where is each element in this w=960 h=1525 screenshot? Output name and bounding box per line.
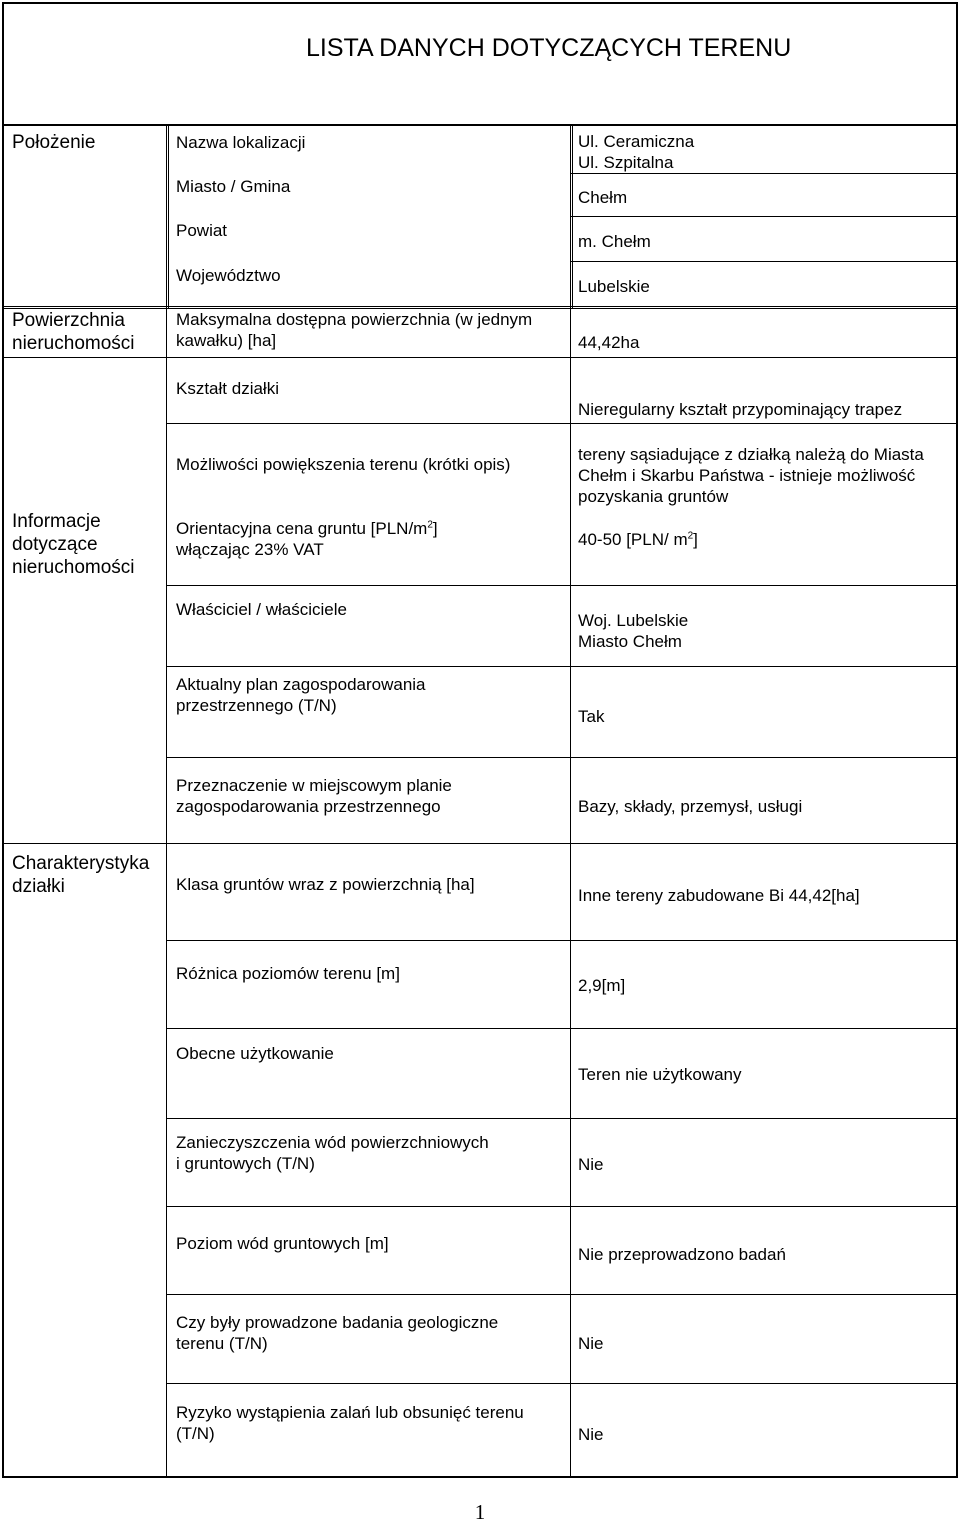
label-ksztalt: Kształt działki	[176, 379, 279, 398]
label-ryzyko-line2: (T/N)	[176, 1424, 215, 1443]
col-divider-left-top	[166, 125, 167, 308]
label-cena-line2: włączając 23% VAT	[176, 540, 324, 559]
superscript: 2	[687, 530, 694, 542]
label-roznica: Różnica poziomów terenu [m]	[176, 964, 400, 983]
row-line	[167, 585, 956, 586]
label-badania	[176, 1312, 566, 1354]
col-divider-left-area	[166, 308, 167, 356]
row-line	[167, 1118, 956, 1119]
label-plan-line2: przestrzennego (T/N)	[176, 696, 337, 715]
label-zanieczyszczenia-line2: i gruntowych (T/N)	[176, 1154, 315, 1173]
row-line	[571, 261, 956, 262]
label-przeznaczenie-line1: Przeznaczenie w miejscowym planie	[176, 776, 452, 795]
value-miasto-gmina: Chełm	[578, 188, 628, 207]
row-line	[167, 1206, 956, 1207]
section-powierzchnia-line1: Powierzchnia	[12, 310, 125, 331]
value-ryzyko: Nie	[578, 1425, 604, 1444]
row-line	[4, 843, 956, 844]
label-wlasciciel: Właściciel / właściciele	[176, 600, 347, 619]
label-cena-line1: Orientacyjna cena gruntu $[PLN/m^2]$	[176, 519, 438, 538]
section-informacje	[12, 510, 162, 579]
label-zanieczyszczenia-line1: Zanieczyszczenia wód powierzchniowych	[176, 1133, 489, 1152]
value-cena: 40-50 [PLN/ $m^2$]	[578, 530, 698, 549]
value-uzytkowanie: Teren nie użytkowany	[578, 1065, 742, 1084]
label-powiat: Powiat	[176, 221, 228, 240]
label-badania-line1: Czy były prowadzone badania geologiczne	[176, 1313, 499, 1332]
section-charakterystyka	[12, 852, 162, 898]
label-ryzyko-line1: Ryzyko wystąpienia zalań lub obsunięć terenu	[176, 1403, 524, 1422]
label-wojewodztwo: Województwo	[176, 266, 281, 285]
value-wlasciciel-line2: Miasto Chełm	[578, 632, 682, 651]
label-miasto-gmina: Miasto / Gmina	[176, 177, 291, 196]
label-max-powierzchnia-line2: kawałku) [ha]	[176, 331, 277, 350]
label-max-powierzchnia-line1: Maksymalna dostępna powierzchnia (w jednym	[176, 310, 533, 329]
value-mozliwosci-line3: pozyskania gruntów	[578, 487, 729, 506]
row-line	[571, 216, 956, 217]
row-line	[167, 666, 956, 667]
value-ksztalt: Nieregularny kształt przypominający trapez	[578, 400, 903, 419]
row-line	[167, 423, 956, 424]
row-line	[167, 1028, 956, 1029]
label-max-powierzchnia	[176, 309, 566, 351]
label-cena	[176, 518, 566, 560]
row-line	[571, 173, 956, 174]
value-wlasciciel	[578, 610, 954, 652]
label-przeznaczenie-line2: zagospodarowania przestrzennego	[176, 797, 441, 816]
value-nazwa-lokalizacji-line1: Ul. Ceramiczna	[578, 132, 695, 151]
label-plan-line1: Aktualny plan zagospodarowania	[176, 675, 426, 694]
section-powierzchnia-line2: nieruchomości	[12, 333, 135, 354]
section-charakterystyka-line2: działki	[12, 876, 65, 897]
value-przeznaczenie: Bazy, składy, przemysł, usługi	[578, 797, 803, 816]
col-divider-left	[166, 356, 167, 1476]
label-badania-line2: terenu (T/N)	[176, 1334, 268, 1353]
row-line	[167, 940, 956, 941]
row-line	[167, 1294, 956, 1295]
title-row	[4, 4, 956, 126]
col-divider-left-top-double	[168, 125, 169, 308]
section-informacje-line3: nieruchomości	[12, 557, 135, 578]
page-title: LISTA DANYCH DOTYCZĄCYCH TERENU	[306, 34, 792, 62]
value-powiat: m. Chełm	[578, 232, 651, 251]
section-powierzchnia	[12, 309, 162, 355]
value-plan: Tak	[578, 707, 605, 726]
label-nazwa-lokalizacji: Nazwa lokalizacji	[176, 133, 306, 152]
value-badania: Nie	[578, 1334, 604, 1353]
value-roznica: 2,9[m]	[578, 976, 626, 995]
value-max-powierzchnia: 44,42ha	[578, 333, 640, 352]
section-informacje-line1: Informacje	[12, 511, 101, 532]
label-przeznaczenie	[176, 775, 566, 817]
row-line	[4, 357, 956, 358]
value-wlasciciel-line1: Woj. Lubelskie	[578, 611, 689, 630]
section-charakterystyka-line1: Charakterystyka	[12, 853, 150, 874]
superscript: 2	[427, 519, 433, 531]
value-nazwa-lokalizacji-line2: Ul. Szpitalna	[578, 153, 674, 172]
row-line	[4, 306, 956, 307]
page-number: 1	[474, 1500, 486, 1524]
value-klasa: Inne tereny zabudowane Bi 44,42[ha]	[578, 886, 860, 905]
section-polozenie: Położenie	[12, 132, 96, 153]
value-mozliwosci-line2: Chełm i Skarbu Państwa - istnieje możliwość	[578, 466, 916, 485]
label-poziom-wod: Poziom wód gruntowych [m]	[176, 1234, 389, 1253]
section-informacje-line2: dotyczące	[12, 534, 98, 555]
value-zanieczyszczenia: Nie	[578, 1155, 604, 1174]
label-zanieczyszczenia	[176, 1132, 566, 1174]
label-uzytkowanie: Obecne użytkowanie	[176, 1044, 334, 1063]
label-mozliwosci: Możliwości powiększenia terenu (krótki opis)	[176, 455, 511, 474]
value-mozliwosci-line1: tereny sąsiadujące z działką należą do Miasta	[578, 445, 924, 464]
label-ryzyko	[176, 1402, 566, 1444]
value-nazwa-lokalizacji	[578, 131, 954, 173]
data-table	[2, 2, 958, 1478]
row-line	[167, 1383, 956, 1384]
label-plan	[176, 674, 566, 716]
col-divider-right	[570, 308, 571, 1476]
value-mozliwosci	[578, 444, 954, 507]
label-klasa: Klasa gruntów wraz z powierzchnią [ha]	[176, 875, 475, 894]
row-line	[167, 757, 956, 758]
value-poziom-wod: Nie przeprowadzono badań	[578, 1245, 786, 1264]
value-wojewodztwo: Lubelskie	[578, 277, 650, 296]
